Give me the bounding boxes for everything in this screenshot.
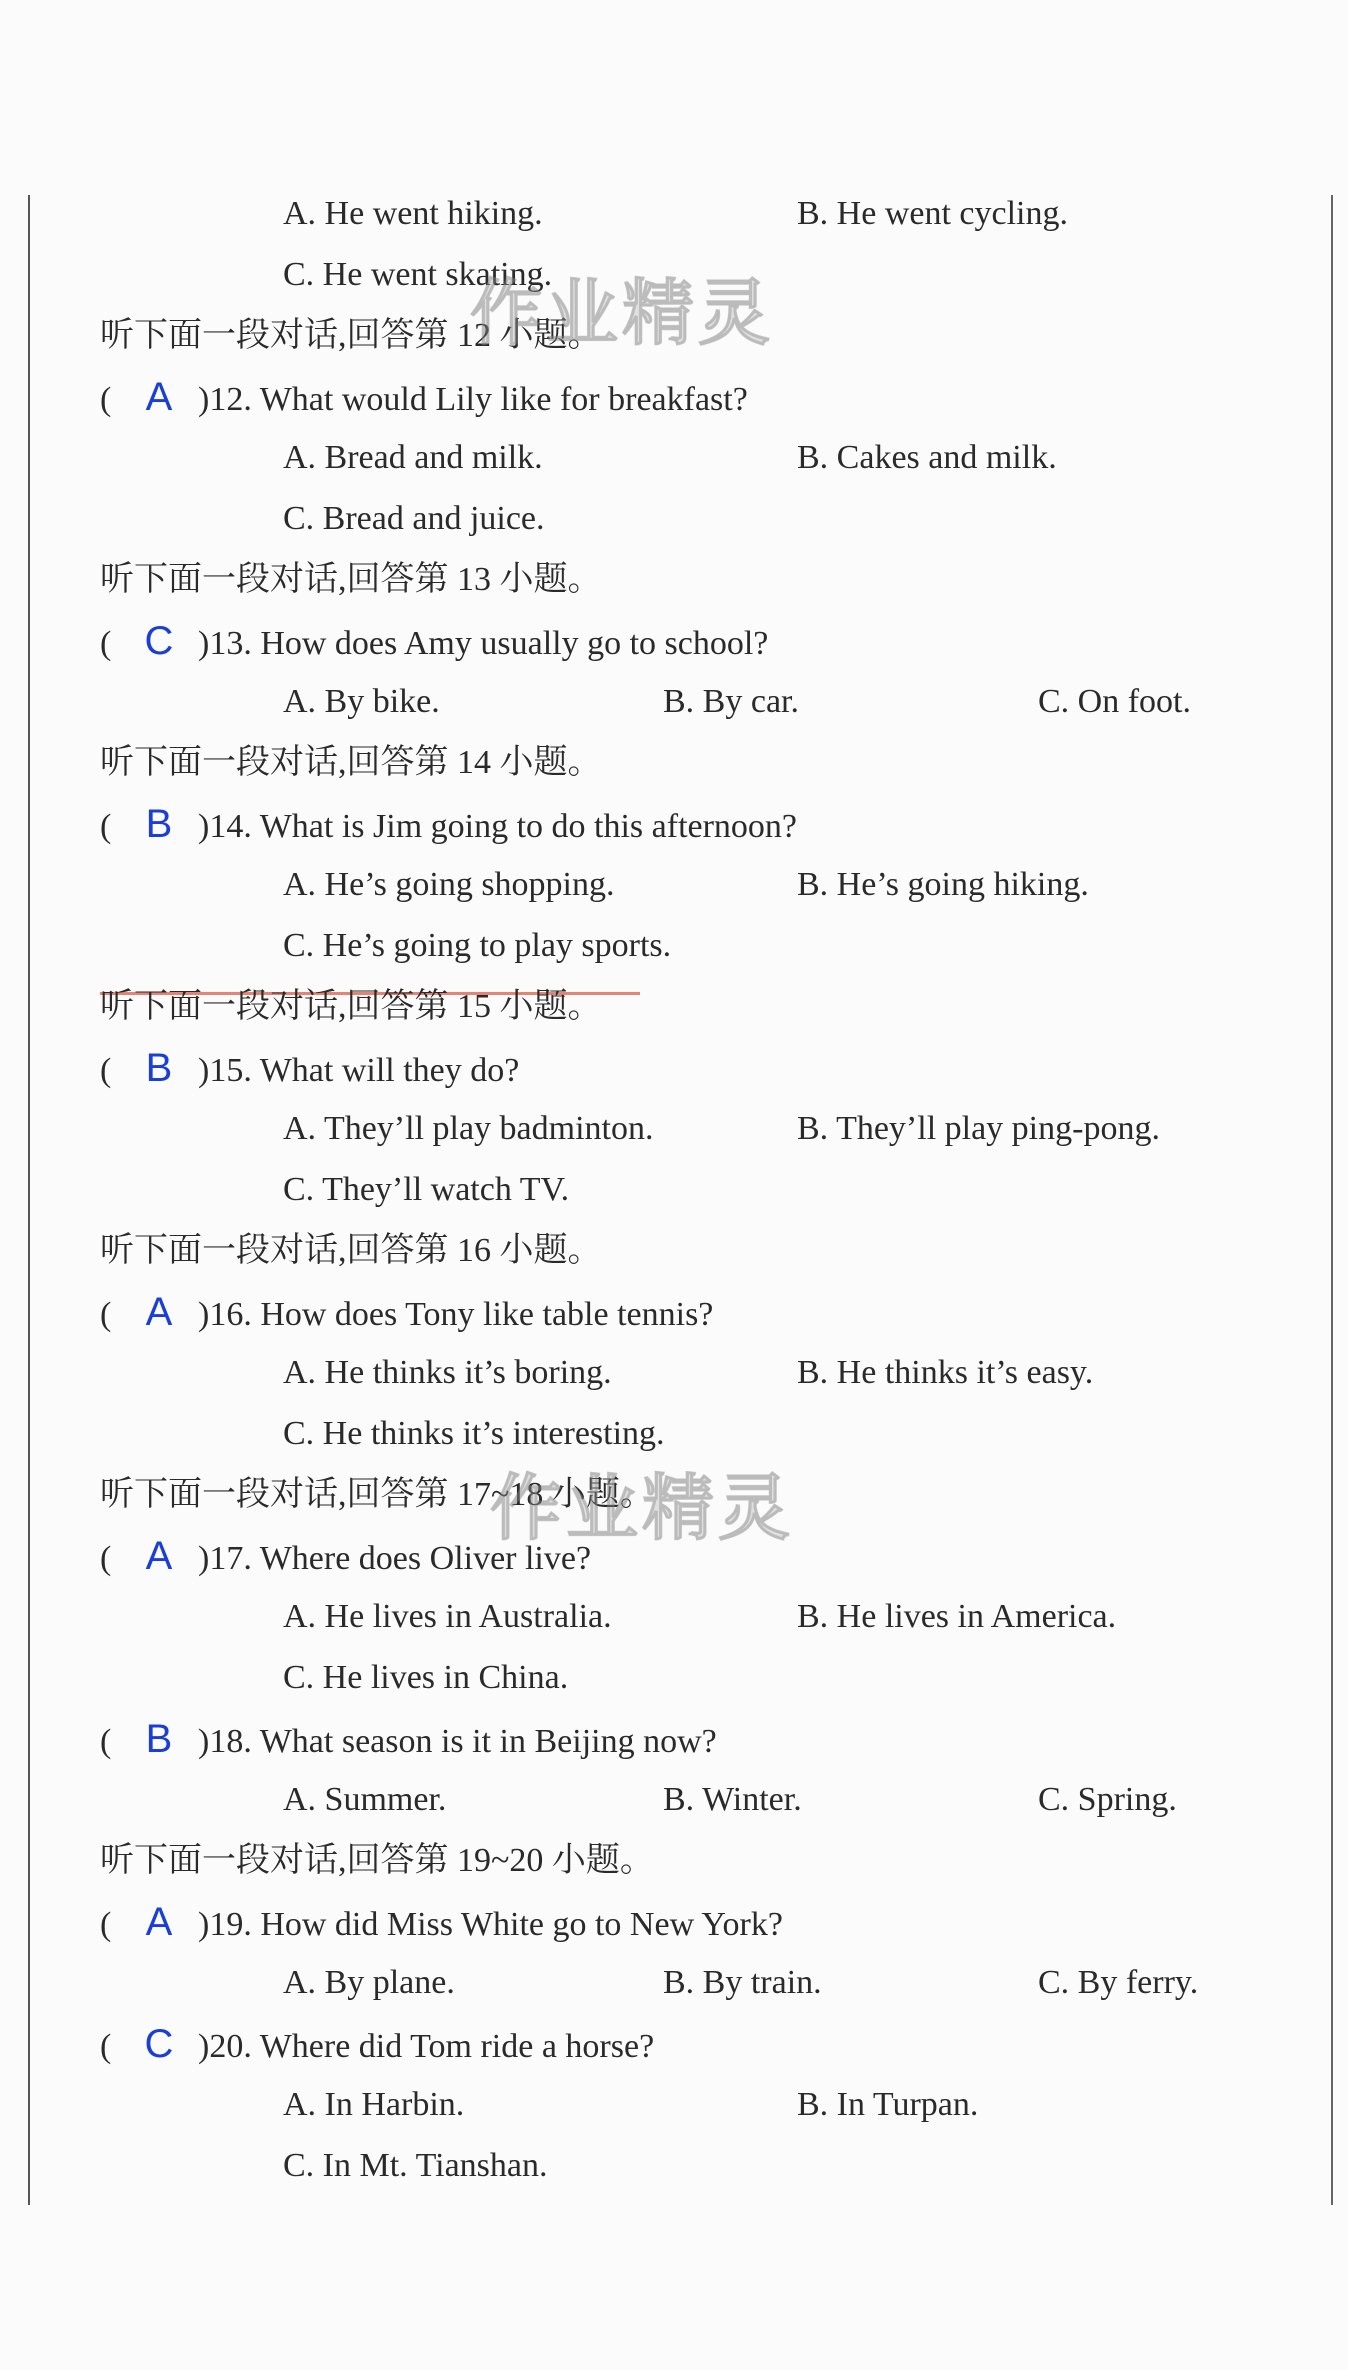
answer-option: B. By train. <box>663 1964 822 2001</box>
answer-option: C. He lives in China. <box>283 1659 569 1696</box>
question-row <box>100 1717 717 1764</box>
question-text: )18. What season is it in Beijing now? <box>198 1723 717 1760</box>
answer-option: B. Cakes and milk. <box>797 439 1057 476</box>
answer-option: C. He thinks it’s interesting. <box>283 1415 665 1452</box>
answer-option: C. They’ll watch TV. <box>283 1171 570 1208</box>
question-text: )19. How did Miss White go to New York? <box>198 1906 783 1943</box>
question-text: )17. Where does Oliver live? <box>198 1540 592 1577</box>
open-paren: ( <box>100 1906 112 1943</box>
answer-option: B. By car. <box>663 683 799 720</box>
section-instruction: 听下面一段对话,回答第 19~20 小题。 <box>100 1842 654 1879</box>
section-instruction: 听下面一段对话,回答第 15 小题。 <box>100 988 602 1025</box>
answer-option: A. Bread and milk. <box>283 439 543 476</box>
answer-option: B. He lives in America. <box>797 1598 1117 1635</box>
answer-option: C. Bread and juice. <box>283 500 545 537</box>
open-paren: ( <box>100 1296 112 1333</box>
question-text: )15. What will they do? <box>198 1052 520 1089</box>
answer-option: C. He went skating. <box>283 256 553 293</box>
open-paren: ( <box>100 2028 112 2065</box>
left-border-line <box>28 195 30 2205</box>
question-row <box>100 1046 519 1093</box>
answer-option: C. In Mt. Tianshan. <box>283 2147 548 2184</box>
watermark: 作业精灵 <box>490 1466 795 1550</box>
section-instruction: 听下面一段对话,回答第 12 小题。 <box>100 317 602 354</box>
answer-option: A. They’ll play badminton. <box>283 1110 654 1147</box>
section-instruction: 听下面一段对话,回答第 16 小题。 <box>100 1232 602 1269</box>
answer-option: A. He lives in Australia. <box>283 1598 612 1635</box>
answer-option: C. Spring. <box>1038 1781 1177 1818</box>
question-row <box>100 619 768 666</box>
answer-option: A. He thinks it’s boring. <box>283 1354 612 1391</box>
filled-answer: A <box>145 375 173 419</box>
answer-option: A. He went hiking. <box>283 195 543 232</box>
question-row <box>100 1290 713 1337</box>
right-border-line <box>1331 195 1333 2205</box>
open-paren: ( <box>100 381 112 418</box>
filled-answer: B <box>145 1717 173 1761</box>
answer-option: C. On foot. <box>1038 683 1191 720</box>
answer-option: A. By bike. <box>283 683 440 720</box>
question-row <box>100 802 797 849</box>
question-text: )16. How does Tony like table tennis? <box>198 1296 714 1333</box>
question-text: )12. What would Lily like for breakfast? <box>198 381 748 418</box>
filled-answer: C <box>144 2022 174 2066</box>
filled-answer: A <box>145 1900 173 1944</box>
question-text: )13. How does Amy usually go to school? <box>198 625 769 662</box>
answer-option: B. They’ll play ping-pong. <box>797 1110 1160 1147</box>
answer-option: B. He thinks it’s easy. <box>797 1354 1094 1391</box>
filled-answer: A <box>145 1534 173 1578</box>
answer-option: B. In Turpan. <box>797 2086 979 2123</box>
answer-option: A. Summer. <box>283 1781 447 1818</box>
filled-answer: B <box>145 1046 173 1090</box>
question-text: )20. Where did Tom ride a horse? <box>198 2028 655 2065</box>
answer-option: A. He’s going shopping. <box>283 866 615 903</box>
filled-answer: A <box>145 1290 173 1334</box>
open-paren: ( <box>100 625 112 662</box>
answer-option: A. In Harbin. <box>283 2086 465 2123</box>
answer-option: B. He’s going hiking. <box>797 866 1089 903</box>
answer-option: C. He’s going to play sports. <box>283 927 672 964</box>
answer-option: B. He went cycling. <box>797 195 1068 232</box>
section-instruction: 听下面一段对话,回答第 17~18 小题。 <box>100 1476 654 1513</box>
open-paren: ( <box>100 1052 112 1089</box>
open-paren: ( <box>100 1723 112 1760</box>
question-row <box>100 375 748 422</box>
open-paren: ( <box>100 808 112 845</box>
question-text: )14. What is Jim going to do this afternoon? <box>198 808 798 845</box>
section-instruction: 听下面一段对话,回答第 13 小题。 <box>100 561 602 598</box>
section-instruction: 听下面一段对话,回答第 14 小题。 <box>100 744 602 781</box>
answer-option: A. By plane. <box>283 1964 455 2001</box>
watermark: 作业精灵 <box>470 271 775 355</box>
answer-option: B. Winter. <box>663 1781 802 1818</box>
question-row <box>100 1900 783 1947</box>
filled-answer: C <box>144 619 174 663</box>
filled-answer: B <box>145 802 173 846</box>
question-row <box>100 2022 654 2069</box>
answer-option: C. By ferry. <box>1038 1964 1199 2001</box>
open-paren: ( <box>100 1540 112 1577</box>
